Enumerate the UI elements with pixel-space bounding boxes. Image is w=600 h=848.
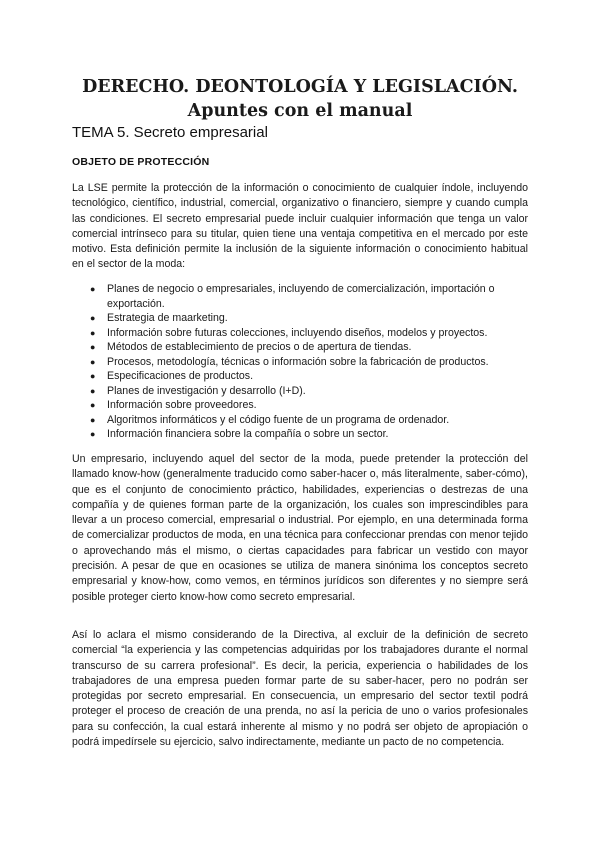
bullet-list: [72, 282, 528, 442]
bullet-dot-icon: ●: [90, 400, 96, 411]
bullet-dot-icon: ●: [90, 313, 96, 324]
list-item: [72, 326, 528, 341]
section-heading: OBJETO DE PROTECCIÓN: [72, 156, 210, 168]
bullet-dot-icon: ●: [90, 327, 96, 338]
bullet-dot-icon: ●: [90, 371, 96, 382]
list-item-text: Algoritmos informáticos y el código fuente de un programa de ordenador.: [107, 413, 450, 426]
list-item: [72, 384, 528, 399]
list-item-text: Procesos, metodología, técnicas o información sobre la fabricación de productos.: [107, 355, 489, 368]
list-item-text: Información sobre proveedores.: [107, 399, 257, 412]
paragraph-directiva: Así lo aclara el mismo considerando de la Directiva, al excluir de la definición de secreto comercial “la experiencia y las competencias adquiridas por los trabajadores durante el normal transcurso de su carrera profesional”. Es decir, la pericia, experiencia o habilidades de los trabajadores de una empresa pueden formar parte de su saber-hacer, pero no podrán ser protegidas por secreto empresarial. En consecuencia, un empresario del sector textil podrá proteger el proceso de creación de una prenda, no así la pericia de uno o varios profesionales para su confección, la cual estará inherente al mismo y no podrá ser objeto de apropiación o podrá impedírsele su ejercicio, salvo indirectamente, mediante un pacto de no competencia.: [72, 629, 528, 749]
bullet-dot-icon: ●: [90, 429, 96, 440]
bullet-dot-icon: ●: [90, 284, 96, 294]
list-item-text: Planes de negocio o empresariales, incluyendo de comercialización, importación o exportación.: [107, 283, 495, 310]
list-item: [72, 413, 528, 428]
list-item: [72, 282, 528, 311]
list-item-text: Estrategia de maarketing.: [107, 312, 228, 325]
list-item-text: Métodos de establecimiento de precios o de apertura de tiendas.: [107, 341, 412, 354]
list-item-text: Información financiera sobre la compañía o sobre un sector.: [107, 428, 389, 441]
list-item: [72, 311, 528, 326]
topic-heading: TEMA 5. Secreto empresarial: [72, 124, 268, 141]
paragraph-know-how: Un empresario, incluyendo aquel del sector de la moda, puede pretender la protección del llamado know-how (generalmente traducido como saber-hacer o, más literalmente, saber-cómo), que es el conjunto de conocimiento práctico, habilidades, experiencias o destrezas de una compañía y de quienes forman parte de la organización, los cuales son imprescindibles para llevar a un proceso comercial, empresarial o industrial. Por ejemplo, en una determinada forma de comercializar productos de moda, en una técnica para confeccionar prendas con menor tejido o aprovechando más el mismo, o ciertas capacidades para fabricar un vestido con mayor precisión. A pesar de que en ocasiones se utiliza de manera sinónima los conceptos secreto empresarial y know-how, como vemos, en términos jurídicos son diferentes y no siempre será posible proteger cierto know-how como secreto empresarial.: [72, 453, 528, 603]
paragraph-intro: La LSE permite la protección de la información o conocimiento de cualquier índole, incluyendo tecnológico, científico, industrial, comercial, organizativo o financiero, siempre y cuando cumpla las condiciones. El secreto empresarial puede incluir cualquier información que tenga un valor comercial intrínseco para su titular, quien tiene una ventaja competitiva en el mercado por este motivo. Esta definición permite la inclusión de la siguiente información o conocimiento habitual en el sector de la moda:: [72, 182, 528, 271]
list-item: [72, 369, 528, 384]
bullet-dot-icon: ●: [90, 356, 96, 367]
document-subtitle: Apuntes con el manual: [187, 101, 413, 121]
list-item-text: Planes de investigación y desarrollo (I+D).: [107, 384, 306, 397]
list-item: [72, 355, 528, 370]
list-item-text: Especificaciones de productos.: [107, 370, 254, 383]
bullet-dot-icon: ●: [90, 414, 96, 425]
bullet-dot-icon: ●: [90, 342, 96, 353]
list-item: [72, 398, 528, 413]
list-item-text: Información sobre futuras colecciones, incluyendo diseños, modelos y proyectos.: [107, 326, 488, 339]
list-item: [72, 340, 528, 355]
document-title: DERECHO. DEONTOLOGÍA Y LEGISLACIÓN.: [82, 77, 518, 97]
list-item: [72, 427, 528, 442]
bullet-dot-icon: ●: [90, 385, 96, 396]
